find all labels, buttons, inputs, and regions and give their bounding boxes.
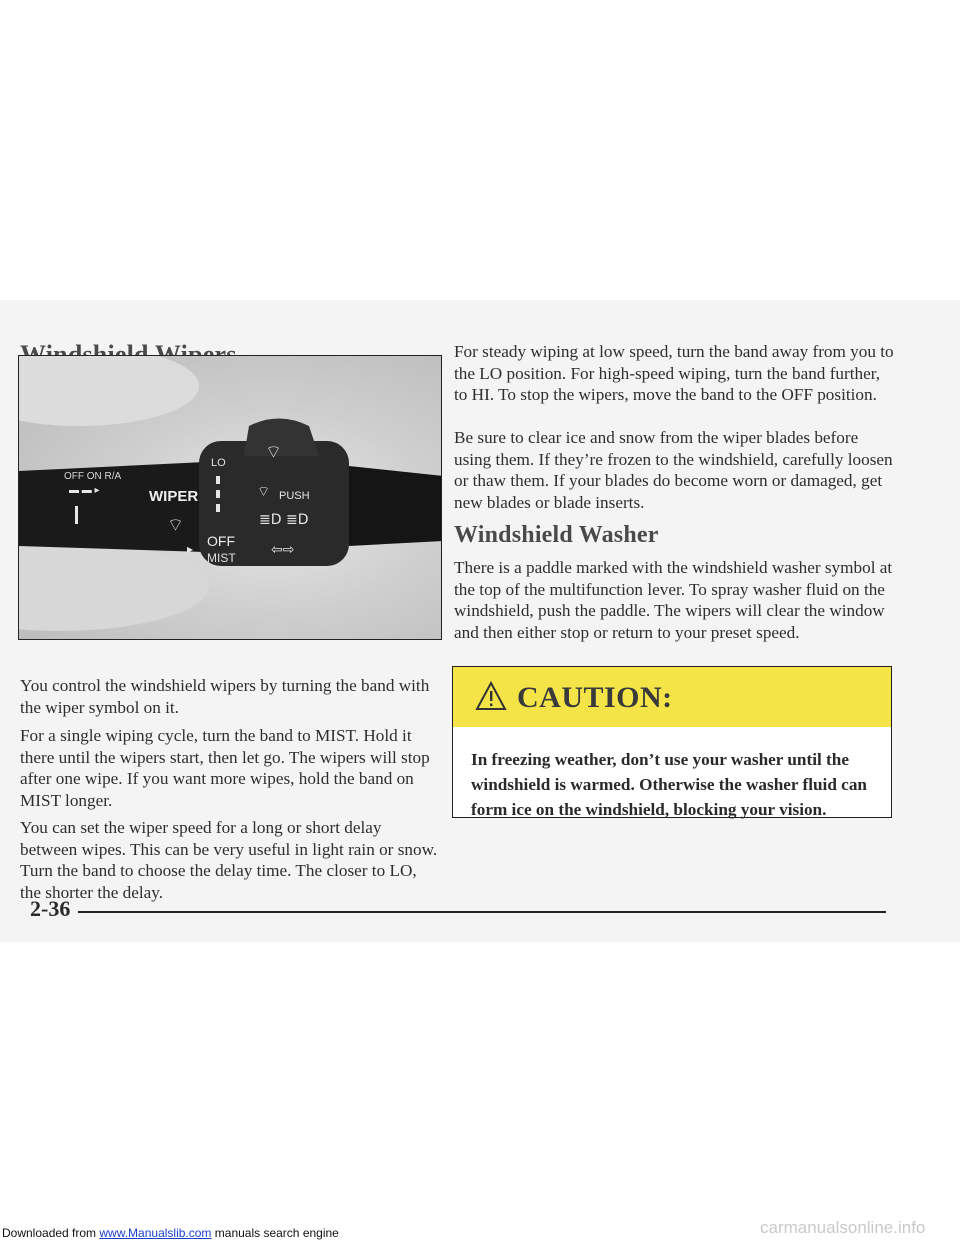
footer-rule xyxy=(78,911,886,913)
wipers-paragraph-4: For steady wiping at low speed, turn the band away from you to the LO position. For high-speed wiping, turn the band further, to HI. To stop the wipers, move the band to the OFF position. xyxy=(454,342,894,405)
washer-paragraph: There is a paddle marked with the windshield washer symbol at the top of the multifunction lever. To spray washer fluid on the windshield, push the paddle. The wipers will clear the window and then either stop or return to your preset speed. xyxy=(454,558,893,642)
push-label: PUSH xyxy=(279,490,310,502)
washer-symbol-icon: ⌔ xyxy=(265,442,282,463)
delay-mark-2 xyxy=(216,490,220,498)
wiper-lever-illustration xyxy=(19,356,442,640)
caution-box xyxy=(452,666,892,818)
page-number: 2-36 xyxy=(30,896,71,921)
off-label: OFF xyxy=(207,533,235,549)
washer-push-icon: ⌔ xyxy=(257,484,271,500)
cruise-tick xyxy=(75,506,78,524)
wiper-label: WIPER xyxy=(149,488,199,505)
finger-top xyxy=(19,356,199,426)
watermark: carmanualsonline.info xyxy=(760,1218,926,1237)
finger-bottom xyxy=(19,541,209,631)
turn-signal-icon: ⇦⇨ xyxy=(271,542,295,558)
delay-mark-1 xyxy=(216,476,220,484)
caution-title: CAUTION: xyxy=(517,681,673,714)
wipers-paragraph-2: For a single wiping cycle, turn the band to MIST. Hold it there until the wipers start, then let go. The wipers will stop after one wipe. If you want more wipes, hold the band on MIST longer. xyxy=(20,726,430,810)
wipers-paragraph-3: You can set the wiper speed for a long or short delay between wipes. This can be very useful in light rain or snow. Turn the band to choose the delay time. The closer to LO, the shorter the delay. xyxy=(20,818,438,902)
warning-triangle-icon xyxy=(475,681,507,711)
washer-heading: Windshield Washer xyxy=(454,522,659,548)
footer-prefix: Downloaded from xyxy=(2,1226,100,1240)
caution-header xyxy=(453,667,891,727)
wipers-paragraph-1: You control the windshield wipers by turning the band with the wiper symbol on it. xyxy=(20,676,430,717)
caution-text: In freezing weather, don’t use your washer until the windshield is warmed. Otherwise the washer fluid can form ice on the windshield, blocking your vision. xyxy=(471,750,867,819)
mist-label: MIST xyxy=(207,551,236,565)
lever-stalk xyxy=(349,466,442,546)
cruise-label: OFF ON R/A xyxy=(64,471,122,482)
mist-arrow-icon: ▸ xyxy=(187,542,194,556)
lo-label: LO xyxy=(211,457,226,469)
footer-suffix: manuals search engine xyxy=(211,1226,339,1240)
cruise-indicator: ▬ ▬ ▸ xyxy=(69,485,100,496)
delay-mark-3 xyxy=(216,504,220,512)
download-footer xyxy=(2,1226,339,1240)
manualslib-link[interactable]: www.Manualslib.com xyxy=(99,1226,212,1240)
headlamp-icon: ≣D ≣D xyxy=(259,512,309,528)
wiper-symbol-icon: ⌔ xyxy=(167,515,184,536)
wiper-lever-photo xyxy=(18,355,442,640)
wipers-paragraph-5: Be sure to clear ice and snow from the wiper blades before using them. If they’re frozen to the windshield, carefully loosen or thaw them. If your blades do become worn or damaged, get new blades or blade inserts. xyxy=(454,428,893,512)
